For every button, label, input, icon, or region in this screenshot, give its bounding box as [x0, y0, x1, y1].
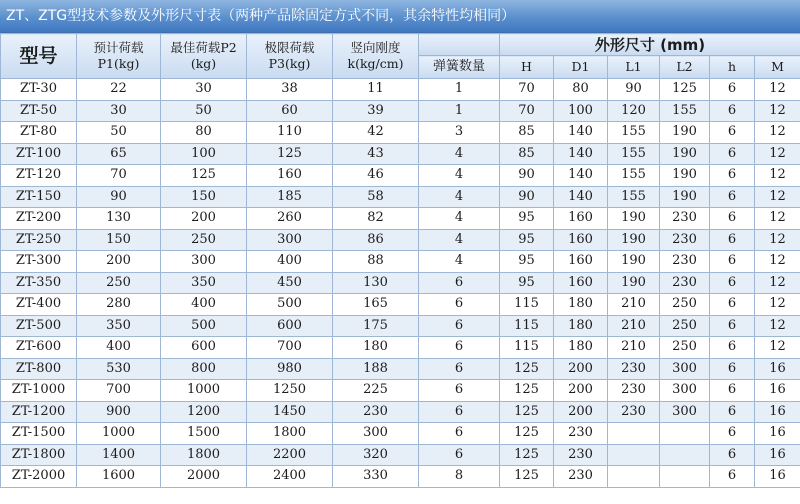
cell-dim-h-small: 6 — [710, 358, 755, 380]
cell-model: ZT-200 — [1, 208, 77, 230]
cell-dim-l2: 230 — [660, 251, 710, 273]
cell-dim-l1: 210 — [608, 315, 660, 337]
cell-stiffness: 188 — [333, 358, 419, 380]
cell-model: ZT-600 — [1, 337, 77, 359]
cell-rated-load: 70 — [77, 165, 161, 187]
cell-dim-d1: 180 — [554, 337, 608, 359]
cell-dim-h-big: 85 — [500, 143, 554, 165]
cell-dim-h-small: 6 — [710, 337, 755, 359]
table-row — [1, 122, 800, 144]
cell-dim-l2: 300 — [660, 380, 710, 402]
header-springs-top — [419, 34, 500, 56]
cell-best-load: 2000 — [161, 466, 247, 488]
cell-dim-l2: 230 — [660, 208, 710, 230]
cell-dim-h-small: 6 — [710, 229, 755, 251]
cell-dim-l1: 155 — [608, 143, 660, 165]
cell-rated-load: 150 — [77, 229, 161, 251]
cell-dim-m: 12 — [755, 122, 800, 144]
table-title: ZT、ZTG型技术参数及外形尺寸表（两种产品除固定方式不同，其余特性均相同） — [0, 0, 800, 33]
cell-springs: 4 — [419, 229, 500, 251]
cell-dim-h-big: 70 — [500, 79, 554, 101]
cell-limit-load: 185 — [247, 186, 333, 208]
cell-springs: 4 — [419, 208, 500, 230]
cell-dim-m: 12 — [755, 143, 800, 165]
cell-dim-l1: 190 — [608, 251, 660, 273]
cell-rated-load: 30 — [77, 100, 161, 122]
cell-dim-d1: 230 — [554, 423, 608, 445]
cell-rated-load: 400 — [77, 337, 161, 359]
cell-rated-load: 1400 — [77, 444, 161, 466]
cell-best-load: 400 — [161, 294, 247, 316]
cell-dim-m: 12 — [755, 294, 800, 316]
cell-limit-load: 60 — [247, 100, 333, 122]
cell-best-load: 300 — [161, 251, 247, 273]
table-row — [1, 315, 800, 337]
table-row — [1, 294, 800, 316]
cell-model: ZT-80 — [1, 122, 77, 144]
cell-dim-h-small: 6 — [710, 186, 755, 208]
table-row — [1, 79, 800, 101]
cell-rated-load: 50 — [77, 122, 161, 144]
table-row — [1, 165, 800, 187]
table-row — [1, 208, 800, 230]
header-best-load-unit: (kg) — [190, 56, 217, 71]
cell-model: ZT-400 — [1, 294, 77, 316]
cell-dim-h-small: 6 — [710, 122, 755, 144]
cell-springs: 4 — [419, 143, 500, 165]
cell-dim-l1: 190 — [608, 229, 660, 251]
header-dim-l1: L1 — [608, 56, 660, 79]
cell-dim-m: 12 — [755, 272, 800, 294]
header-model: 型号 — [1, 34, 77, 79]
header-rated-load-label: 预计荷载 — [93, 40, 144, 55]
cell-dim-m: 16 — [755, 423, 800, 445]
cell-dim-l1 — [608, 466, 660, 488]
cell-stiffness: 165 — [333, 294, 419, 316]
cell-dim-h-small: 6 — [710, 272, 755, 294]
cell-dim-m: 16 — [755, 444, 800, 466]
cell-stiffness: 230 — [333, 401, 419, 423]
cell-limit-load: 2200 — [247, 444, 333, 466]
cell-dim-l1 — [608, 444, 660, 466]
cell-stiffness: 88 — [333, 251, 419, 273]
cell-limit-load: 500 — [247, 294, 333, 316]
cell-stiffness: 86 — [333, 229, 419, 251]
cell-dim-m: 12 — [755, 208, 800, 230]
cell-dim-m: 16 — [755, 466, 800, 488]
table-row — [1, 143, 800, 165]
cell-springs: 6 — [419, 337, 500, 359]
cell-dim-l2 — [660, 444, 710, 466]
cell-model: ZT-100 — [1, 143, 77, 165]
table-row — [1, 466, 800, 488]
cell-dim-d1: 140 — [554, 186, 608, 208]
cell-dim-d1: 200 — [554, 380, 608, 402]
cell-dim-l2: 250 — [660, 337, 710, 359]
cell-dim-l2 — [660, 423, 710, 445]
cell-dim-d1: 160 — [554, 251, 608, 273]
cell-springs: 6 — [419, 380, 500, 402]
cell-dim-h-big: 90 — [500, 186, 554, 208]
cell-model: ZT-30 — [1, 79, 77, 101]
spec-table — [0, 33, 800, 488]
cell-springs: 6 — [419, 272, 500, 294]
cell-rated-load: 250 — [77, 272, 161, 294]
cell-dim-l1: 230 — [608, 380, 660, 402]
cell-dim-d1: 160 — [554, 272, 608, 294]
cell-dim-l2: 125 — [660, 79, 710, 101]
cell-best-load: 1500 — [161, 423, 247, 445]
cell-dim-l1: 230 — [608, 358, 660, 380]
cell-stiffness: 43 — [333, 143, 419, 165]
cell-dim-l2: 190 — [660, 165, 710, 187]
header-springs: 弹簧数量 — [419, 56, 500, 79]
cell-dim-d1: 160 — [554, 229, 608, 251]
header-rated-load-unit: P1(kg) — [97, 56, 140, 71]
cell-dim-l1: 190 — [608, 208, 660, 230]
header-dim-m: M — [755, 56, 800, 79]
cell-stiffness: 82 — [333, 208, 419, 230]
header-dimensions-group: 外形尺寸 (mm) — [500, 34, 800, 56]
cell-rated-load: 1000 — [77, 423, 161, 445]
cell-limit-load: 2400 — [247, 466, 333, 488]
cell-springs: 4 — [419, 251, 500, 273]
cell-rated-load: 900 — [77, 401, 161, 423]
table-body — [1, 79, 800, 488]
cell-stiffness: 225 — [333, 380, 419, 402]
cell-dim-h-big: 125 — [500, 466, 554, 488]
cell-best-load: 125 — [161, 165, 247, 187]
cell-model: ZT-1500 — [1, 423, 77, 445]
cell-dim-h-big: 125 — [500, 358, 554, 380]
header-limit-load-label: 极限荷载 — [264, 40, 315, 55]
cell-dim-h-small: 6 — [710, 315, 755, 337]
cell-dim-h-big: 70 — [500, 100, 554, 122]
cell-dim-h-small: 6 — [710, 294, 755, 316]
cell-dim-d1: 180 — [554, 294, 608, 316]
cell-best-load: 200 — [161, 208, 247, 230]
header-stiffness — [333, 34, 419, 79]
cell-stiffness: 11 — [333, 79, 419, 101]
cell-dim-l2: 155 — [660, 100, 710, 122]
cell-stiffness: 300 — [333, 423, 419, 445]
cell-model: ZT-250 — [1, 229, 77, 251]
cell-dim-l2 — [660, 466, 710, 488]
table-row — [1, 380, 800, 402]
header-stiffness-unit: k(kg/cm) — [347, 56, 404, 71]
cell-rated-load: 1600 — [77, 466, 161, 488]
cell-best-load: 350 — [161, 272, 247, 294]
cell-dim-l1: 210 — [608, 294, 660, 316]
cell-model: ZT-1200 — [1, 401, 77, 423]
cell-dim-m: 12 — [755, 100, 800, 122]
cell-springs: 6 — [419, 401, 500, 423]
cell-model: ZT-1000 — [1, 380, 77, 402]
table-row — [1, 186, 800, 208]
header-rated-load — [77, 34, 161, 79]
cell-springs: 6 — [419, 358, 500, 380]
table-row — [1, 423, 800, 445]
cell-dim-d1: 140 — [554, 165, 608, 187]
cell-rated-load: 22 — [77, 79, 161, 101]
cell-dim-l2: 190 — [660, 143, 710, 165]
table-row — [1, 358, 800, 380]
header-limit-load — [247, 34, 333, 79]
cell-best-load: 150 — [161, 186, 247, 208]
cell-stiffness: 330 — [333, 466, 419, 488]
cell-rated-load: 530 — [77, 358, 161, 380]
cell-model: ZT-150 — [1, 186, 77, 208]
cell-dim-l2: 250 — [660, 294, 710, 316]
cell-dim-m: 12 — [755, 251, 800, 273]
cell-springs: 1 — [419, 79, 500, 101]
cell-limit-load: 38 — [247, 79, 333, 101]
cell-limit-load: 1800 — [247, 423, 333, 445]
cell-rated-load: 130 — [77, 208, 161, 230]
cell-stiffness: 58 — [333, 186, 419, 208]
cell-best-load: 80 — [161, 122, 247, 144]
cell-dim-l1: 120 — [608, 100, 660, 122]
cell-dim-h-big: 85 — [500, 122, 554, 144]
cell-dim-l2: 190 — [660, 186, 710, 208]
header-limit-load-unit: P3(kg) — [268, 56, 311, 71]
cell-dim-d1: 100 — [554, 100, 608, 122]
cell-dim-l1: 90 — [608, 79, 660, 101]
cell-dim-l1: 155 — [608, 165, 660, 187]
cell-dim-h-small: 6 — [710, 423, 755, 445]
cell-dim-d1: 200 — [554, 401, 608, 423]
cell-dim-h-small: 6 — [710, 466, 755, 488]
cell-dim-m: 12 — [755, 165, 800, 187]
cell-stiffness: 180 — [333, 337, 419, 359]
cell-springs: 6 — [419, 315, 500, 337]
cell-dim-h-big: 125 — [500, 380, 554, 402]
cell-limit-load: 1250 — [247, 380, 333, 402]
cell-dim-h-small: 6 — [710, 165, 755, 187]
header-stiffness-label: 竖向刚度 — [350, 40, 401, 55]
cell-springs: 1 — [419, 100, 500, 122]
cell-model: ZT-1800 — [1, 444, 77, 466]
cell-best-load: 250 — [161, 229, 247, 251]
cell-dim-l1: 155 — [608, 122, 660, 144]
cell-limit-load: 600 — [247, 315, 333, 337]
cell-rated-load: 700 — [77, 380, 161, 402]
cell-dim-h-big: 95 — [500, 208, 554, 230]
cell-dim-d1: 200 — [554, 358, 608, 380]
cell-dim-l2: 230 — [660, 229, 710, 251]
cell-model: ZT-350 — [1, 272, 77, 294]
cell-dim-l2: 190 — [660, 122, 710, 144]
cell-dim-d1: 140 — [554, 122, 608, 144]
cell-stiffness: 175 — [333, 315, 419, 337]
cell-dim-l1: 210 — [608, 337, 660, 359]
cell-limit-load: 450 — [247, 272, 333, 294]
cell-best-load: 800 — [161, 358, 247, 380]
cell-springs: 4 — [419, 165, 500, 187]
cell-model: ZT-2000 — [1, 466, 77, 488]
cell-best-load: 500 — [161, 315, 247, 337]
cell-dim-l2: 300 — [660, 401, 710, 423]
cell-best-load: 30 — [161, 79, 247, 101]
table-header — [1, 34, 800, 79]
table-row — [1, 337, 800, 359]
cell-springs: 6 — [419, 444, 500, 466]
cell-rated-load: 280 — [77, 294, 161, 316]
cell-dim-l1: 190 — [608, 272, 660, 294]
header-best-load — [161, 34, 247, 79]
cell-model: ZT-50 — [1, 100, 77, 122]
table-row — [1, 444, 800, 466]
cell-dim-l1: 230 — [608, 401, 660, 423]
cell-limit-load: 260 — [247, 208, 333, 230]
cell-limit-load: 300 — [247, 229, 333, 251]
table-row — [1, 272, 800, 294]
cell-model: ZT-800 — [1, 358, 77, 380]
cell-dim-l2: 250 — [660, 315, 710, 337]
header-dim-h-big: H — [500, 56, 554, 79]
cell-limit-load: 110 — [247, 122, 333, 144]
cell-limit-load: 125 — [247, 143, 333, 165]
cell-dim-h-big: 95 — [500, 229, 554, 251]
cell-dim-m: 12 — [755, 79, 800, 101]
table-row — [1, 251, 800, 273]
cell-dim-h-small: 6 — [710, 208, 755, 230]
table-row — [1, 401, 800, 423]
cell-best-load: 1200 — [161, 401, 247, 423]
cell-stiffness: 46 — [333, 165, 419, 187]
cell-dim-h-big: 90 — [500, 165, 554, 187]
cell-best-load: 1800 — [161, 444, 247, 466]
cell-limit-load: 1450 — [247, 401, 333, 423]
cell-dim-h-small: 6 — [710, 79, 755, 101]
header-dim-d1: D1 — [554, 56, 608, 79]
cell-dim-h-big: 125 — [500, 423, 554, 445]
cell-dim-h-small: 6 — [710, 401, 755, 423]
header-dim-h-small: h — [710, 56, 755, 79]
cell-dim-m: 12 — [755, 315, 800, 337]
table-row — [1, 100, 800, 122]
cell-dim-h-small: 6 — [710, 251, 755, 273]
cell-dim-l2: 230 — [660, 272, 710, 294]
cell-model: ZT-500 — [1, 315, 77, 337]
cell-dim-l1 — [608, 423, 660, 445]
cell-springs: 3 — [419, 122, 500, 144]
cell-dim-h-big: 115 — [500, 315, 554, 337]
cell-stiffness: 42 — [333, 122, 419, 144]
cell-dim-m: 16 — [755, 380, 800, 402]
cell-rated-load: 65 — [77, 143, 161, 165]
cell-springs: 6 — [419, 294, 500, 316]
cell-model: ZT-300 — [1, 251, 77, 273]
cell-springs: 6 — [419, 423, 500, 445]
cell-dim-d1: 180 — [554, 315, 608, 337]
cell-limit-load: 980 — [247, 358, 333, 380]
cell-dim-d1: 140 — [554, 143, 608, 165]
cell-best-load: 1000 — [161, 380, 247, 402]
cell-rated-load: 200 — [77, 251, 161, 273]
cell-dim-h-big: 115 — [500, 294, 554, 316]
cell-dim-h-small: 6 — [710, 143, 755, 165]
cell-dim-l2: 300 — [660, 358, 710, 380]
cell-dim-m: 16 — [755, 401, 800, 423]
cell-dim-l1: 155 — [608, 186, 660, 208]
cell-stiffness: 130 — [333, 272, 419, 294]
cell-dim-d1: 230 — [554, 466, 608, 488]
cell-dim-h-big: 125 — [500, 444, 554, 466]
header-best-load-label: 最佳荷载P2 — [170, 40, 237, 55]
cell-dim-h-big: 125 — [500, 401, 554, 423]
cell-best-load: 600 — [161, 337, 247, 359]
cell-limit-load: 700 — [247, 337, 333, 359]
cell-dim-h-small: 6 — [710, 100, 755, 122]
cell-rated-load: 90 — [77, 186, 161, 208]
cell-dim-d1: 160 — [554, 208, 608, 230]
cell-dim-m: 12 — [755, 229, 800, 251]
cell-dim-h-small: 6 — [710, 444, 755, 466]
cell-dim-h-small: 6 — [710, 380, 755, 402]
cell-best-load: 50 — [161, 100, 247, 122]
cell-rated-load: 350 — [77, 315, 161, 337]
cell-stiffness: 320 — [333, 444, 419, 466]
header-dim-l2: L2 — [660, 56, 710, 79]
table-row — [1, 229, 800, 251]
cell-stiffness: 39 — [333, 100, 419, 122]
cell-dim-d1: 80 — [554, 79, 608, 101]
cell-dim-d1: 230 — [554, 444, 608, 466]
cell-dim-m: 12 — [755, 186, 800, 208]
cell-best-load: 100 — [161, 143, 247, 165]
cell-dim-h-big: 115 — [500, 337, 554, 359]
cell-dim-h-big: 95 — [500, 251, 554, 273]
cell-dim-m: 16 — [755, 358, 800, 380]
cell-model: ZT-120 — [1, 165, 77, 187]
cell-springs: 4 — [419, 186, 500, 208]
cell-dim-h-big: 95 — [500, 272, 554, 294]
cell-dim-m: 12 — [755, 337, 800, 359]
cell-limit-load: 160 — [247, 165, 333, 187]
cell-limit-load: 400 — [247, 251, 333, 273]
cell-springs: 8 — [419, 466, 500, 488]
